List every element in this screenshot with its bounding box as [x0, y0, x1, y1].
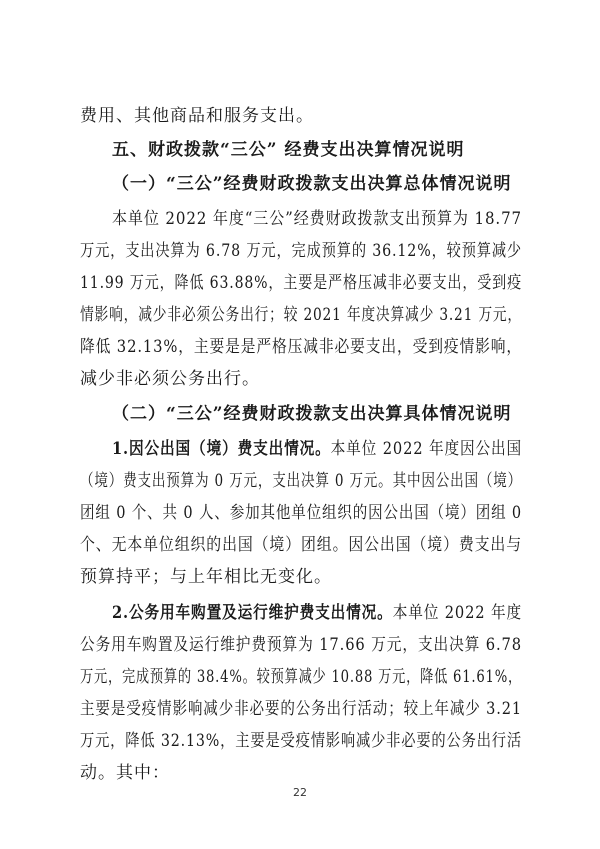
text-line: 减少非必须公务出行。 [80, 369, 260, 389]
body-line [0, 100, 600, 132]
text-line: 万元，降低 32.13%，主要是受疫情影响减少非必要的公务出行活 [80, 731, 522, 751]
text-line: 万元，支出决算为 6.78 万元，完成预算的 36.12%，较预算减少 [80, 241, 523, 261]
text-line: （境）费支出预算为 0 万元，支出决算 0 万元。其中因公出国（境） [80, 471, 522, 491]
item-line [0, 433, 600, 465]
body-line [0, 267, 600, 299]
body-line [0, 203, 600, 235]
text-line: 本单位 2022 年度“三公”经费财政拨款支出预算为 18.77 [112, 209, 522, 229]
text-line: 费用、其他商品和服务支出。 [80, 106, 314, 126]
text-line: 预算持平；与上年相比无变化。 [80, 567, 332, 587]
text-line: 11.99 万元，降低 63.88%，主要是严格压减非必要支出，受到疫 [80, 273, 522, 293]
body-line [0, 629, 600, 661]
body-line [0, 497, 600, 529]
text-line: 动。其中： [80, 763, 170, 783]
section-title: 五、财政拨款“三公” 经费支出决算情况说明 [112, 140, 465, 160]
body-line [0, 529, 600, 561]
page-number: 22 [293, 786, 307, 799]
text-line: 主要是受疫情影响减少非必要的公务出行活动；较上年减少 3.21 [80, 699, 522, 719]
text-line: 降低 32.13%，主要是是严格压减非必要支出，受到疫情影响， [80, 337, 523, 357]
body-line [0, 299, 600, 331]
item-line [0, 597, 600, 629]
text-line: 个、无本单位组织的出国（境）团组。因公出国（境）费支出与 [80, 535, 523, 555]
body-line [0, 363, 600, 395]
body-line [0, 757, 600, 789]
text-line: 情影响，减少非必须公务出行；较 2021 年度决算减少 3.21 万元， [80, 305, 522, 325]
body-line [0, 725, 600, 757]
body-line [0, 693, 600, 725]
item-text: 本单位 2022 年度因公出国 [330, 439, 523, 459]
subsection-title: （一）“三公”经费财政拨款支出决算总体情况说明 [112, 174, 512, 194]
subsection-title: （二）“三公”经费财政拨款支出决算具体情况说明 [112, 404, 512, 424]
text-line: 万元，完成预算的 38.4%。较预算减少 10.88 万元，降低 61.61%， [80, 667, 523, 687]
body-line [0, 331, 600, 363]
body-line [0, 661, 600, 693]
item-title: 2.公务用车购置及运行维护费支出情况。 [112, 603, 393, 623]
section-heading [0, 134, 600, 166]
body-line [0, 561, 600, 593]
body-line [0, 465, 600, 497]
text-line: 公务用车购置及运行维护费预算为 17.66 万元，支出决算 6.78 [80, 635, 522, 655]
item-title: 1.因公出国（境）费支出情况。 [112, 439, 331, 459]
body-line [0, 235, 600, 267]
subsection-heading [0, 168, 600, 200]
item-text: 本单位 2022 年度 [392, 603, 523, 623]
subsection-heading [0, 398, 600, 430]
text-line: 团组 0 个、共 0 人、参加其他单位组织的因公出国（境）团组 0 [80, 503, 523, 523]
